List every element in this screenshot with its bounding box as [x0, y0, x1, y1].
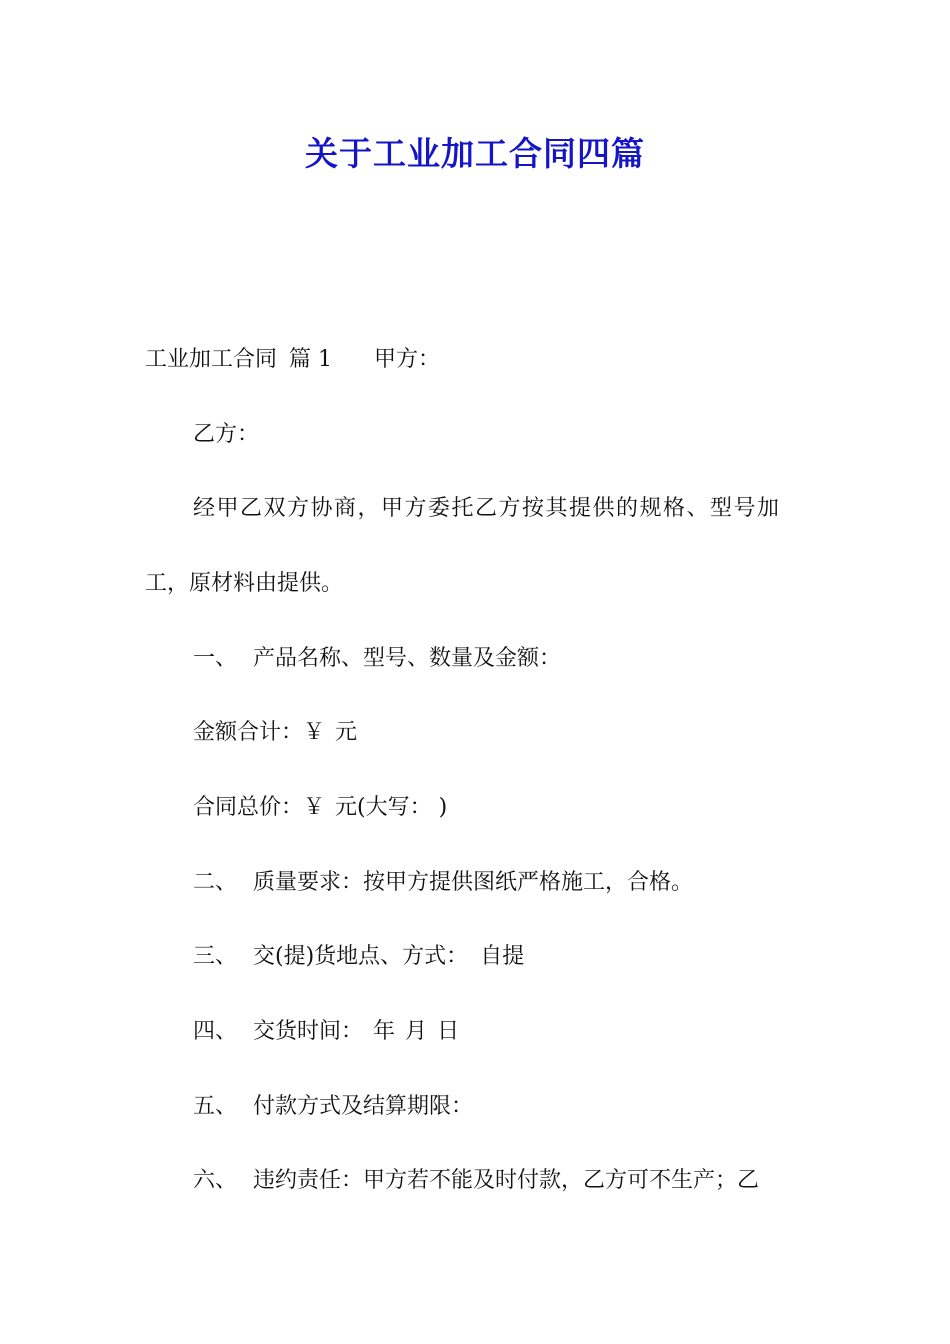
currency-symbol: ￥ — [303, 720, 326, 745]
contract-price-label: 合同总价： — [193, 795, 304, 820]
intro-paragraph-line-1: 经甲乙双方协商，甲方委托乙方按其提供的规格、型号加 — [193, 496, 781, 521]
date-month: 月 — [405, 1019, 428, 1044]
date-year: 年 — [373, 1019, 396, 1044]
clause-4 — [193, 1017, 459, 1047]
delivery-method-value: 自提 — [480, 944, 525, 969]
contract-header-line — [145, 345, 440, 375]
currency-unit: 元 — [335, 720, 358, 745]
clause-text: 交货时间： — [253, 1019, 364, 1044]
clause-2 — [193, 868, 693, 898]
clause-text: 交(提)货地点、方式： — [253, 944, 469, 969]
clause-number: 五、 — [193, 1094, 238, 1119]
clause-5 — [193, 1092, 473, 1122]
amount-total-line — [193, 718, 357, 748]
party-b-label: 乙方： — [193, 422, 260, 447]
contract-price-amount-words: 元(大写： ) — [335, 795, 448, 820]
clause-number: 三、 — [193, 944, 238, 969]
intro-paragraph-line-2: 工，原材料由提供。 — [145, 571, 344, 596]
clause-1 — [193, 644, 561, 674]
party-a-label: 甲方： — [374, 347, 441, 372]
date-day: 日 — [437, 1019, 460, 1044]
clause-text: 违约责任：甲方若不能及时付款，乙方可不生产；乙 — [253, 1168, 760, 1193]
clause-text: 付款方式及结算期限： — [253, 1094, 474, 1119]
currency-symbol: ￥ — [303, 795, 326, 820]
contract-price-line — [193, 793, 447, 823]
clause-number: 二、 — [193, 870, 238, 895]
clause-text: 产品名称、型号、数量及金额： — [253, 646, 562, 671]
clause-number: 四、 — [193, 1019, 238, 1044]
clause-3 — [193, 942, 524, 972]
clause-number: 一、 — [193, 646, 238, 671]
document-title: 关于工业加工合同四篇 — [305, 134, 645, 173]
clause-6 — [193, 1166, 759, 1196]
contract-part-number: 篇 1 — [289, 347, 333, 372]
amount-total-label: 金额合计： — [193, 720, 304, 745]
clause-text: 质量要求：按甲方提供图纸严格施工，合格。 — [253, 870, 694, 895]
clause-number: 六、 — [193, 1168, 238, 1193]
contract-name: 工业加工合同 — [145, 347, 278, 372]
